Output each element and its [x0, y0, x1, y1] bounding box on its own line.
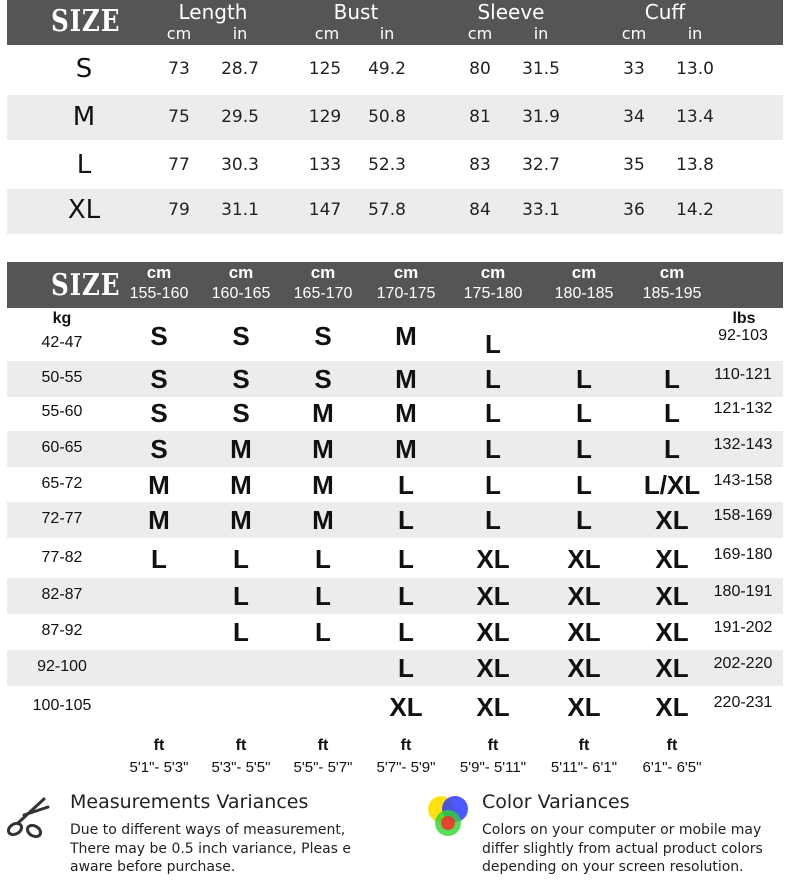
table-cell: 57.8	[368, 200, 406, 220]
lbs-unit-label: lbs	[732, 310, 756, 327]
weight-lbs: 110-121	[714, 366, 772, 383]
recommended-size: L	[576, 364, 592, 394]
height-range: 175-180	[463, 285, 523, 302]
recommended-size: L	[664, 364, 680, 394]
height-ft-unit: ft	[317, 737, 329, 754]
weight-lbs: 92-103	[718, 327, 768, 344]
recommended-size: S	[232, 364, 250, 394]
height-ft-range: 5'3"- 5'5"	[211, 759, 271, 776]
weight-lbs: 191-202	[713, 619, 773, 636]
weight-lbs: 169-180	[713, 546, 773, 563]
weight-kg: 42-47	[41, 334, 83, 351]
recommended-size: S	[150, 364, 168, 394]
recommended-size: L	[233, 581, 249, 611]
weight-lbs: 121-132	[713, 400, 773, 417]
height-range: 165-170	[293, 285, 353, 302]
recommended-size: L	[576, 470, 592, 500]
recommended-size: L	[398, 470, 414, 500]
weight-lbs: 202-220	[713, 655, 773, 672]
recommended-size: L	[315, 617, 331, 647]
table-cell: 13.4	[676, 107, 714, 127]
recommended-size: S	[314, 364, 332, 394]
recommended-size: XL	[567, 617, 601, 647]
column-group-title: Length	[178, 0, 248, 24]
weight-lbs: 143-158	[713, 472, 773, 489]
recommended-size: M	[395, 434, 417, 464]
note-line: There may be 0.5 inch variance, Pleas e	[70, 840, 352, 857]
unit-label-in: in	[687, 24, 703, 43]
color-circles-icon	[422, 793, 474, 843]
height-ft-range: 5'9"- 5'11"	[459, 759, 527, 776]
recommended-size: L	[485, 470, 501, 500]
weight-kg: 72-77	[41, 510, 83, 527]
recommended-size: M	[312, 434, 334, 464]
height-ft-unit: ft	[578, 737, 590, 754]
recommended-size: M	[395, 364, 417, 394]
weight-kg: 65-72	[41, 475, 83, 492]
table-cell: 33.1	[522, 200, 560, 220]
recommended-size: S	[232, 398, 250, 428]
weight-lbs: 132-143	[713, 436, 773, 453]
recommended-size: XL	[476, 544, 510, 574]
table-cell: 31.5	[522, 59, 560, 79]
weight-kg: 77-82	[41, 549, 83, 566]
recommended-size: XL	[567, 692, 601, 722]
recommended-size: XL	[476, 617, 510, 647]
recommended-size: XL	[476, 581, 510, 611]
measurement-table-header	[7, 0, 783, 45]
table-cell: 83	[469, 155, 491, 175]
recommended-size: L	[233, 617, 249, 647]
recommended-size: L	[576, 505, 592, 535]
height-ft-range: 5'5"- 5'7"	[293, 759, 353, 776]
table-cell: 77	[168, 155, 190, 175]
recommended-size: M	[230, 434, 252, 464]
size-heading: SIZE	[51, 268, 121, 303]
unit-label-in: in	[232, 24, 248, 43]
recommended-size: L	[664, 398, 680, 428]
height-unit-label: cm	[393, 263, 419, 282]
recommended-size: L/XL	[643, 470, 701, 500]
recommended-size: XL	[655, 505, 689, 535]
table-cell: 30.3	[221, 155, 259, 175]
recommended-size: M	[312, 470, 334, 500]
height-unit-label: cm	[480, 263, 506, 282]
table-cell: 29.5	[221, 107, 259, 127]
recommended-size: L	[576, 434, 592, 464]
table-cell: 13.8	[676, 155, 714, 175]
recommended-size: M	[312, 505, 334, 535]
weight-kg: 55-60	[41, 403, 83, 420]
recommended-size: L	[576, 398, 592, 428]
height-unit-label: cm	[571, 263, 597, 282]
recommended-size: L	[151, 544, 167, 574]
table-cell: 147	[308, 200, 342, 220]
recommended-size: M	[395, 321, 417, 351]
table-cell: 80	[469, 59, 491, 79]
kg-unit-label: kg	[52, 310, 72, 327]
recommended-size: XL	[655, 692, 689, 722]
height-range: 180-185	[554, 285, 614, 302]
recommended-size: L	[485, 398, 501, 428]
recommended-size: L	[485, 505, 501, 535]
recommended-size: XL	[655, 581, 689, 611]
unit-label-cm: cm	[314, 24, 340, 43]
height-ft-range: 5'11"- 6'1"	[550, 759, 618, 776]
note-line: aware before purchase.	[70, 859, 236, 875]
recommended-size: M	[230, 505, 252, 535]
recommended-size: M	[230, 470, 252, 500]
table-cell: 32.7	[522, 155, 560, 175]
recommended-size: S	[232, 321, 250, 351]
height-range: 185-195	[642, 285, 702, 302]
recommended-size: M	[395, 398, 417, 428]
weight-kg: 100-105	[32, 697, 92, 714]
height-ft-range: 6'1"- 6'5"	[642, 759, 702, 776]
note-line: differ slightly from actual product colors	[482, 840, 763, 857]
unit-label-cm: cm	[621, 24, 647, 43]
table-cell: 79	[168, 200, 190, 220]
height-unit-label: cm	[659, 263, 685, 282]
height-unit-label: cm	[146, 263, 172, 282]
recommended-size: XL	[655, 653, 689, 683]
weight-lbs: 158-169	[713, 507, 773, 524]
unit-label-cm: cm	[166, 24, 192, 43]
recommended-size: M	[148, 505, 170, 535]
recommended-size: XL	[655, 544, 689, 574]
table-cell: 75	[168, 107, 190, 127]
weight-lbs: 180-191	[713, 583, 773, 600]
unit-label-cm: cm	[467, 24, 493, 43]
recommended-size: L	[398, 505, 414, 535]
recommended-size: S	[150, 321, 168, 351]
table-cell: 34	[623, 107, 645, 127]
table-cell: 133	[308, 155, 342, 175]
size-label: S	[75, 54, 93, 84]
column-group-title: Sleeve	[477, 0, 545, 24]
height-ft-range: 5'7"- 5'9"	[376, 759, 436, 776]
recommended-size: S	[150, 434, 168, 464]
table-cell: 28.7	[221, 59, 259, 79]
measurement-variances-text	[70, 821, 351, 877]
table-cell: 31.9	[522, 107, 560, 127]
weight-lbs: 220-231	[713, 694, 773, 711]
recommended-size: XL	[567, 653, 601, 683]
size-label: XL	[67, 195, 101, 225]
recommended-size: XL	[476, 692, 510, 722]
table-cell: 73	[168, 59, 190, 79]
table-cell: 36	[623, 200, 645, 220]
weight-kg: 87-92	[41, 622, 83, 639]
recommended-size: XL	[567, 581, 601, 611]
weight-kg: 60-65	[41, 439, 83, 456]
recommended-size: L	[485, 329, 501, 359]
size-label: L	[76, 150, 92, 180]
table-cell: 31.1	[221, 200, 259, 220]
height-range: 160-165	[211, 285, 271, 302]
table-cell: 50.8	[368, 107, 406, 127]
recommended-size: M	[148, 470, 170, 500]
recommended-size: L	[485, 434, 501, 464]
height-ft-unit: ft	[487, 737, 499, 754]
note-line: Colors on your computer or mobile may	[482, 822, 762, 838]
recommended-size: L	[315, 581, 331, 611]
table-cell: 33	[623, 59, 645, 79]
scissors-icon	[4, 793, 54, 845]
table-cell: 81	[469, 107, 491, 127]
recommended-size: L	[664, 434, 680, 464]
height-unit-label: cm	[310, 263, 336, 282]
unit-label-in: in	[533, 24, 549, 43]
unit-label-in: in	[379, 24, 395, 43]
table-cell: 13.0	[676, 59, 714, 79]
recommended-size: XL	[567, 544, 601, 574]
table-cell: 35	[623, 155, 645, 175]
table-cell: 125	[308, 59, 342, 79]
table-cell: 84	[469, 200, 491, 220]
note-line: Due to different ways of measurement,	[70, 822, 346, 838]
height-ft-range: 5'1"- 5'3"	[129, 759, 189, 776]
size-label: M	[72, 102, 96, 132]
color-variances-title: Color Variances	[482, 791, 630, 813]
recommended-size: L	[315, 544, 331, 574]
recommended-size: M	[312, 398, 334, 428]
table-cell: 52.3	[368, 155, 406, 175]
weight-kg: 82-87	[41, 586, 83, 603]
measurement-variances-title: Measurements Variances	[70, 791, 309, 813]
recommended-size: XL	[655, 617, 689, 647]
height-ft-unit: ft	[153, 737, 165, 754]
recommended-size: XL	[389, 692, 423, 722]
recommended-size: L	[398, 581, 414, 611]
recommended-size: L	[398, 617, 414, 647]
height-unit-label: cm	[228, 263, 254, 282]
column-group-title: Bust	[333, 0, 379, 24]
recommended-size: XL	[476, 653, 510, 683]
color-variances-text	[482, 821, 763, 877]
recommended-size: L	[398, 544, 414, 574]
size-heading: SIZE	[51, 4, 121, 39]
height-range: 170-175	[376, 285, 436, 302]
table-cell: 14.2	[676, 200, 714, 220]
recommended-size: L	[398, 653, 414, 683]
column-group-title: Cuff	[644, 0, 686, 24]
table-cell: 129	[308, 107, 342, 127]
height-range: 155-160	[129, 285, 189, 302]
weight-kg: 92-100	[37, 658, 87, 675]
weight-kg: 50-55	[41, 369, 83, 386]
recommended-size: L	[233, 544, 249, 574]
note-line: depending on your screen resolution.	[482, 859, 744, 875]
height-ft-unit: ft	[400, 737, 412, 754]
table-cell: 49.2	[368, 59, 406, 79]
recommended-size: S	[150, 398, 168, 428]
recommended-size: L	[485, 364, 501, 394]
height-ft-unit: ft	[666, 737, 678, 754]
recommended-size: S	[314, 321, 332, 351]
height-ft-unit: ft	[235, 737, 247, 754]
